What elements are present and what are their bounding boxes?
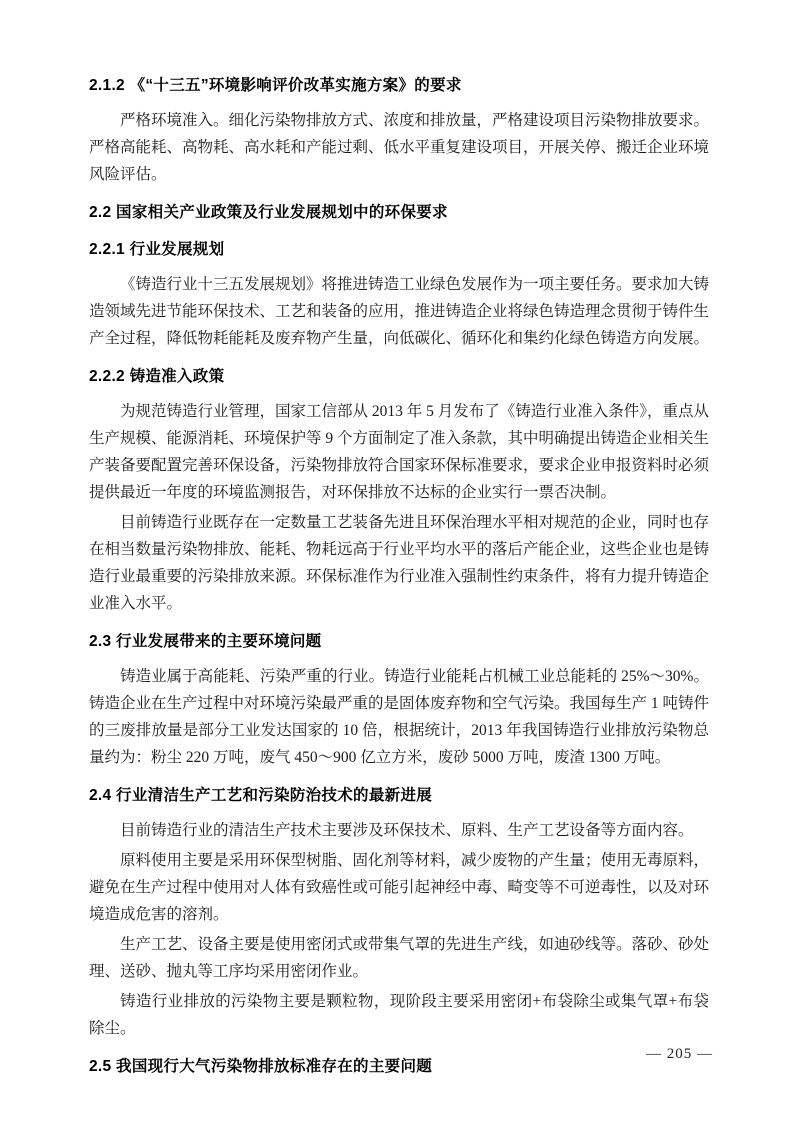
paragraph: 原料使用主要是采用环保型树脂、固化剂等材料，减少废物的产生量；使用无毒原料，避免在生产过程中使用对人体有致癌性或可能引起神经中毒、畸变等不可逆毒性，以及对环境造成危害的溶剂。 — [89, 852, 710, 923]
section-heading-2-2-2: 2.2.2 铸造准入政策 — [89, 368, 225, 385]
page-number: — 205 — — [646, 1046, 713, 1062]
section-heading-2-5: 2.5 我国现行大气污染物排放标准存在的主要问题 — [89, 1058, 433, 1075]
paragraph: 为规范铸造行业管理，国家工信部从 2013 年 5 月发布了《铸造行业准入条件》，重点从生产规模、能源消耗、环境保护等 9 个方面制定了准入条款，其中明确提出铸造企业相关生产装备要配置完善环保设备，污染物排放符合国家环保标准要求，要求企业申报资料时必须提供最近一年度的环境监测报告，对环保排放不达标的企业实行一票否决制。 — [89, 403, 710, 501]
paragraph: 《铸造行业十三五发展规划》将推进铸造工业绿色发展作为一项主要任务。要求加大铸造领域先进节能环保技术、工艺和装备的应用，推进铸造企业将绿色铸造理念贯彻于铸件生产全过程，降低物耗能耗及废弃物产生量，向低碳化、循环化和集约化绿色铸造方向发展。 — [89, 276, 710, 347]
section-heading-2-2: 2.2 国家相关产业政策及行业发展规划中的环保要求 — [89, 204, 448, 221]
paragraph: 目前铸造行业的清洁生产技术主要涉及环保技术、原料、生产工艺设备等方面内容。 — [120, 822, 694, 839]
paragraph: 铸造业属于高能耗、污染严重的行业。铸造行业能耗占机械工业总能耗的 25%〜30%。铸造企业在生产过程中对环境污染最严重的是固体废弃物和空气污染。我国每生产 1 吨铸件的三废排放量是部分工业发达国家的 10 倍，根据统计，2013 年我国铸造行业排放污染物总量约为：粉尘 220 万吨，废气 450〜900 亿立方米，废砂 5000 万吨，废渣 1300 万吨。 — [89, 668, 710, 766]
paragraph: 铸造行业排放的污染物主要是颗粒物，现阶段主要采用密闭+布袋除尘或集气罩+布袋除尘。 — [89, 993, 709, 1037]
section-heading-2-3: 2.3 行业发展带来的主要环境问题 — [89, 633, 322, 650]
paragraph: 目前铸造行业既存在一定数量工艺装备先进且环保治理水平相对规范的企业，同时也存在相当数量污染物排放、能耗、物耗远高于行业平均水平的落后产能企业，这些企业也是铸造行业最重要的污染排放来源。环保标准作为行业准入强制性约束条件，将有力提升铸造企业准入水平。 — [89, 514, 710, 612]
section-heading-2-2-1: 2.2.1 行业发展规划 — [89, 241, 225, 258]
section-heading-2-4: 2.4 行业清洁生产工艺和污染防治技术的最新进展 — [89, 787, 433, 804]
document-page — [89, 74, 709, 1088]
section-heading-2-1-2: 2.1.2 《“十三五”环境影响评价改革实施方案》的要求 — [89, 77, 462, 94]
paragraph: 严格环境准入。细化污染物排放方式、浓度和排放量，严格建设项目污染物排放要求。严格高能耗、高物耗、高水耗和产能过剩、低水平重复建设项目，开展关停、搬迁企业环境风险评估。 — [89, 112, 710, 183]
paragraph: 生产工艺、设备主要是使用密闭式或带集气罩的先进生产线，如迪砂线等。落砂、砂处理、送砂、抛丸等工序均采用密闭作业。 — [89, 936, 710, 980]
